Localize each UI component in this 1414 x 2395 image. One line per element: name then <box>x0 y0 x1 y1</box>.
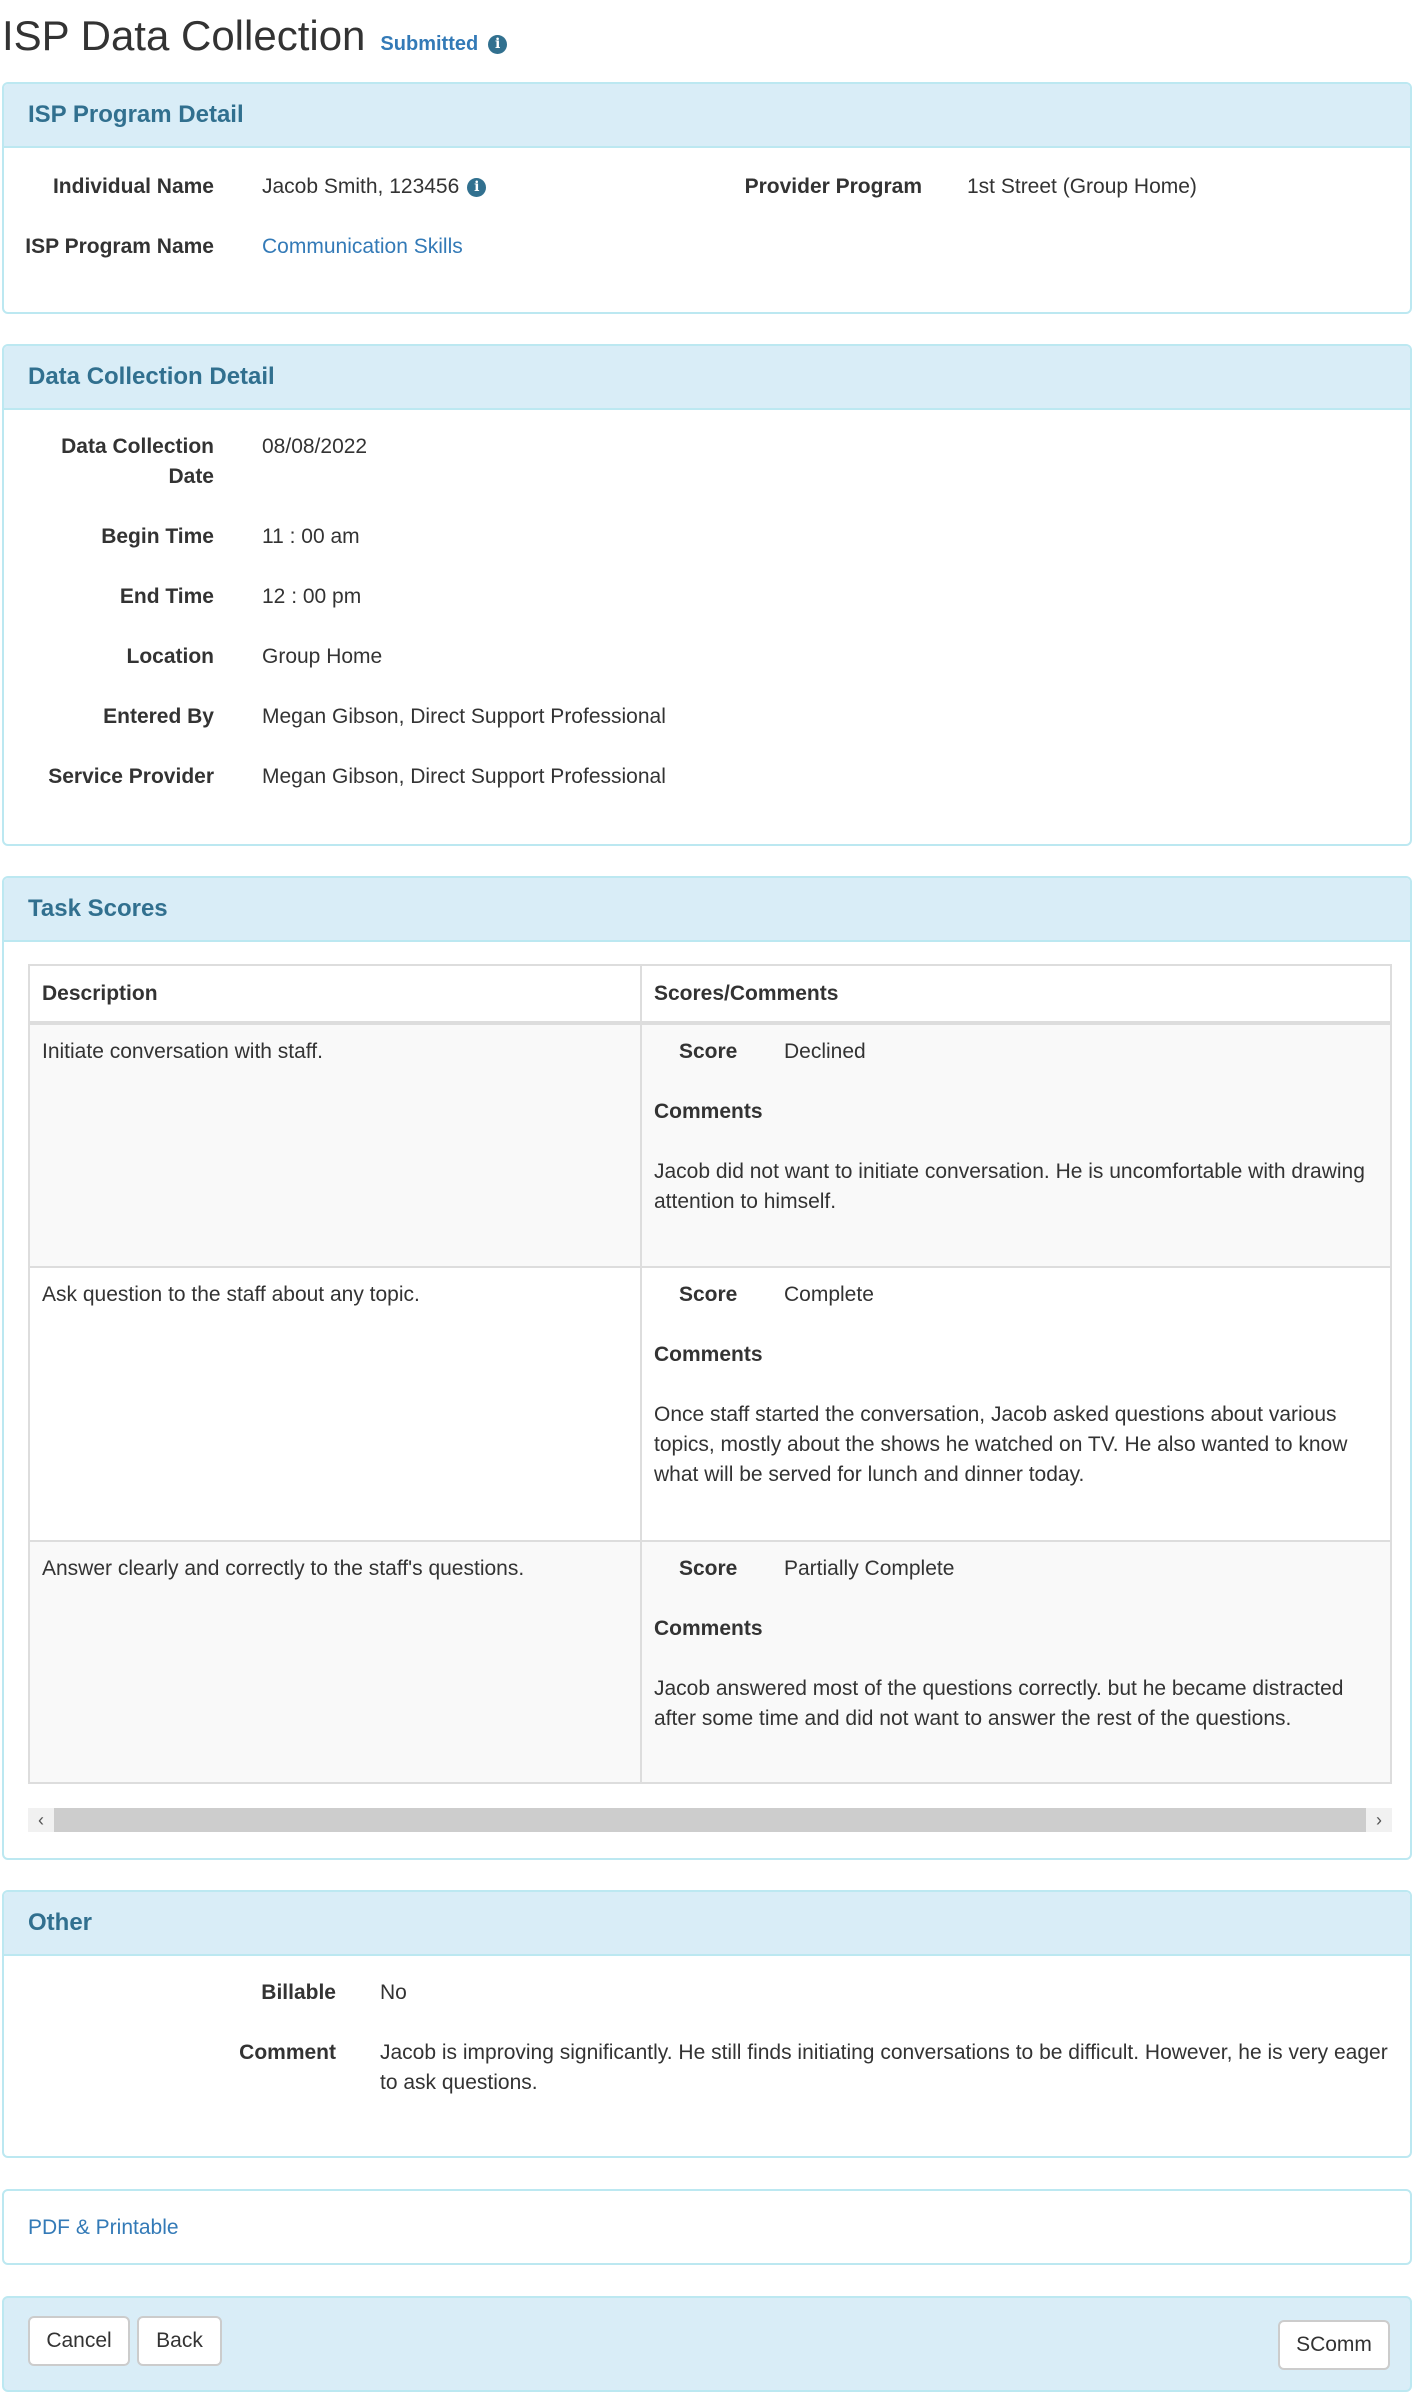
scomm-button[interactable]: SComm <box>1278 2320 1390 2370</box>
task-scores-table-wrapper <box>28 964 1392 1784</box>
individual-name-text: Jacob Smith, 123456 <box>262 175 460 198</box>
task-description: Answer clearly and correctly to the staff's questions. <box>29 1541 641 1783</box>
individual-name-label: Individual Name <box>52 175 214 198</box>
provider-program-value: 1st Street (Group Home) <box>967 175 1197 198</box>
service-provider-value: Megan Gibson, Direct Support Professional <box>262 765 666 788</box>
begin-time-label: Begin Time <box>101 525 214 548</box>
comment-value: Jacob is improving significantly. He still finds initiating conversations to be difficult. However, he is very eager to ask questions. <box>380 2041 1388 2094</box>
page-title: ISP Data Collection <box>2 12 366 59</box>
score-label: Score <box>679 1283 738 1306</box>
score-line <box>654 1037 1378 1067</box>
data-collection-detail-panel <box>2 344 1412 846</box>
billable-value: No <box>380 1981 407 2004</box>
individual-name-value <box>262 172 486 202</box>
pdf-printable-link[interactable]: PDF & Printable <box>28 2216 179 2239</box>
task-description: Initiate conversation with staff. <box>29 1023 641 1267</box>
panel-heading <box>4 1892 1410 1956</box>
begin-time-value: 11 : 00 am <box>262 525 360 548</box>
cancel-button[interactable]: Cancel <box>28 2316 130 2366</box>
panel-title: Other <box>28 1909 93 1936</box>
task-description: Ask question to the staff about any topic. <box>29 1267 641 1541</box>
panel-title: Data Collection Detail <box>28 363 275 390</box>
table-row <box>29 1267 1391 1541</box>
end-time-label: End Time <box>119 585 214 608</box>
score-line <box>654 1554 1378 1584</box>
service-provider-label: Service Provider <box>48 765 214 788</box>
scroll-left-icon[interactable]: ‹ <box>38 1810 44 1830</box>
table-row <box>29 1023 1391 1267</box>
pdf-printable-panel <box>2 2189 1412 2265</box>
comments-label: Comments <box>654 1617 763 1640</box>
entered-by-value: Megan Gibson, Direct Support Professional <box>262 705 666 728</box>
task-scores-panel <box>2 876 1412 1860</box>
footer-actions-panel <box>2 2296 1412 2392</box>
status-badge <box>380 29 507 59</box>
isp-program-name-label: ISP Program Name <box>25 235 214 258</box>
panel-title: Task Scores <box>28 895 168 922</box>
panel-title: ISP Program Detail <box>28 101 244 128</box>
score-label: Score <box>679 1040 738 1063</box>
other-panel <box>2 1890 1412 2158</box>
column-header-scores-comments: Scores/Comments <box>641 965 1391 1023</box>
score-line <box>654 1280 1378 1310</box>
label-line-1: Data Collection <box>61 435 214 458</box>
task-score-cell <box>641 1541 1391 1783</box>
info-circle-icon[interactable]: i <box>467 178 486 197</box>
table-row <box>29 1541 1391 1783</box>
location-label: Location <box>126 645 214 668</box>
comments-text: Once staff started the conversation, Jacob asked questions about various topics, mostly about the shows he watched on TV. He also wanted to know what will be served for lunch and dinner today. <box>654 1403 1348 1486</box>
task-score-cell <box>641 1267 1391 1541</box>
page-header <box>2 8 507 64</box>
scrollbar-thumb[interactable] <box>54 1808 1366 1832</box>
provider-program-label: Provider Program <box>744 175 922 198</box>
scroll-right-icon[interactable]: › <box>1376 1810 1382 1830</box>
panel-heading <box>4 878 1410 942</box>
billable-label: Billable <box>261 1981 336 2004</box>
comments-text: Jacob answered most of the questions correctly. but he became distracted after some time and did not want to answer the rest of the questions. <box>654 1677 1344 1730</box>
info-circle-icon[interactable]: i <box>488 35 507 54</box>
table-header-row <box>29 965 1391 1023</box>
horizontal-scrollbar[interactable] <box>28 1808 1392 1832</box>
panel-heading <box>4 84 1410 148</box>
end-time-value: 12 : 00 pm <box>262 585 362 608</box>
back-button[interactable]: Back <box>137 2316 222 2366</box>
task-score-cell <box>641 1023 1391 1267</box>
score-label: Score <box>679 1557 738 1580</box>
entered-by-label: Entered By <box>103 705 214 728</box>
score-value: Partially Complete <box>784 1557 955 1580</box>
panel-heading <box>4 346 1410 410</box>
score-value: Complete <box>784 1283 874 1306</box>
score-value: Declined <box>784 1040 866 1063</box>
location-value: Group Home <box>262 645 383 668</box>
comment-label: Comment <box>239 2041 336 2064</box>
status-text: Submitted <box>380 33 479 55</box>
label-line-2: Date <box>168 465 214 488</box>
column-header-description: Description <box>29 965 641 1023</box>
comments-label: Comments <box>654 1343 763 1366</box>
isp-program-name-link[interactable]: Communication Skills <box>262 235 463 258</box>
data-collection-date-label <box>2 432 214 492</box>
data-collection-date-value: 08/08/2022 <box>262 435 368 458</box>
task-scores-table <box>28 964 1392 1784</box>
isp-program-detail-panel <box>2 82 1412 314</box>
comments-label: Comments <box>654 1100 763 1123</box>
comments-text: Jacob did not want to initiate conversation. He is uncomfortable with drawing attention to himself. <box>654 1160 1365 1213</box>
